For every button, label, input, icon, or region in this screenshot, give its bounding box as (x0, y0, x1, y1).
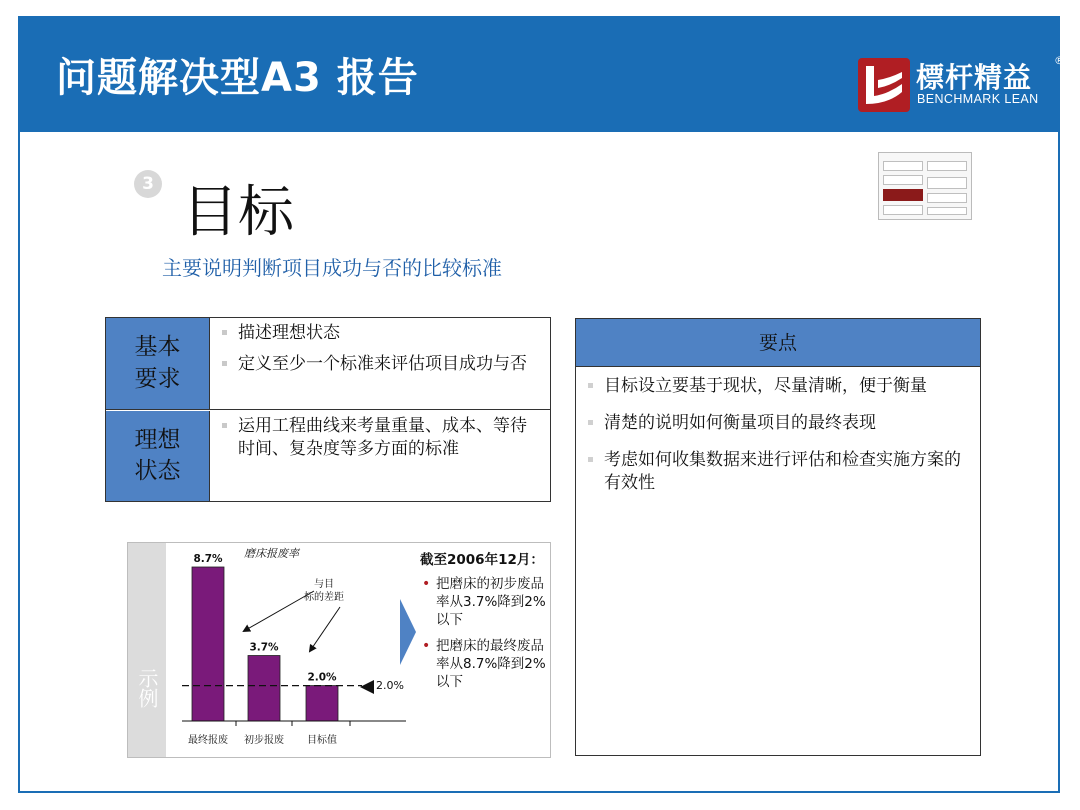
bar-value-label: 2.0% (307, 671, 337, 684)
category-label: 初步报废 (244, 735, 284, 746)
list-item: 描述理想状态 (222, 322, 542, 345)
annotation-arrow-2 (310, 607, 340, 651)
right-arrow-icon (398, 599, 418, 665)
logo-mark-icon (858, 58, 910, 112)
bar-3 (306, 686, 338, 721)
requirements-row-basic (106, 318, 550, 410)
row-label-ideal: 理想 状态 (106, 411, 210, 501)
slide-title: 问题解决型A3 报告 (56, 55, 419, 101)
step-number-badge: 3 (134, 170, 162, 198)
row-label-basic: 基本 要求 (106, 318, 210, 409)
chart-title: 磨床报废率 (244, 547, 299, 560)
section-title: 目标 (182, 180, 294, 245)
category-label: 目标值 (307, 735, 337, 746)
target-marker-icon (360, 680, 374, 694)
scrap-rate-chart (166, 543, 416, 757)
list-item: 定义至少一个标准来评估项目成功与否 (222, 353, 542, 376)
list-item: 目标设立要基于现状，尽量清晰，便于衡量 (586, 375, 972, 398)
list-item: 运用工程曲线来考量重量、成本、等待时间、复杂度等多方面的标准 (222, 415, 542, 461)
list-item: 清楚的说明如何衡量项目的最终表现 (586, 412, 972, 435)
slide-header (18, 16, 1065, 132)
key-points-list (586, 375, 972, 509)
bar-2 (248, 656, 280, 721)
requirements-items-basic (222, 322, 542, 384)
example-deadline: 截至2006年12月： (420, 552, 544, 568)
registered-mark: ® (1054, 54, 1065, 67)
key-points-title: 要点 (576, 319, 980, 367)
section-subtitle: 主要说明判断项目成功与否的比较标准 (162, 256, 502, 280)
chart-annotation: 与目标的差距 (304, 579, 344, 603)
requirements-items-ideal (222, 415, 542, 469)
key-points-box (575, 318, 981, 756)
list-item: • 把磨床的初步废品率从3.7%降到2%以下 (420, 575, 548, 629)
requirements-row-ideal (106, 411, 550, 501)
bar-value-label: 3.7% (249, 641, 279, 654)
example-block (127, 542, 551, 758)
list-item: 考虑如何收集数据来进行评估和检查实施方案的有效性 (586, 449, 972, 495)
bar-1 (192, 567, 224, 721)
target-marker-label: 2.0% (376, 679, 404, 692)
example-text (420, 551, 548, 699)
category-label: 最终报废 (188, 735, 228, 746)
example-side-label: 示例 (128, 543, 166, 757)
list-item: • 把磨床的最终废品率从8.7%降到2%以下 (420, 637, 548, 691)
a3-thumbnail (878, 152, 972, 220)
logo-english-name: BENCHMARK LEAN (917, 92, 1039, 106)
logo-chinese-name: 標杆精益 (916, 61, 1033, 94)
annotation-arrow-1 (244, 591, 314, 631)
bar-value-label: 8.7% (193, 553, 223, 565)
requirements-table (105, 317, 551, 502)
brand-logo (858, 54, 1072, 112)
